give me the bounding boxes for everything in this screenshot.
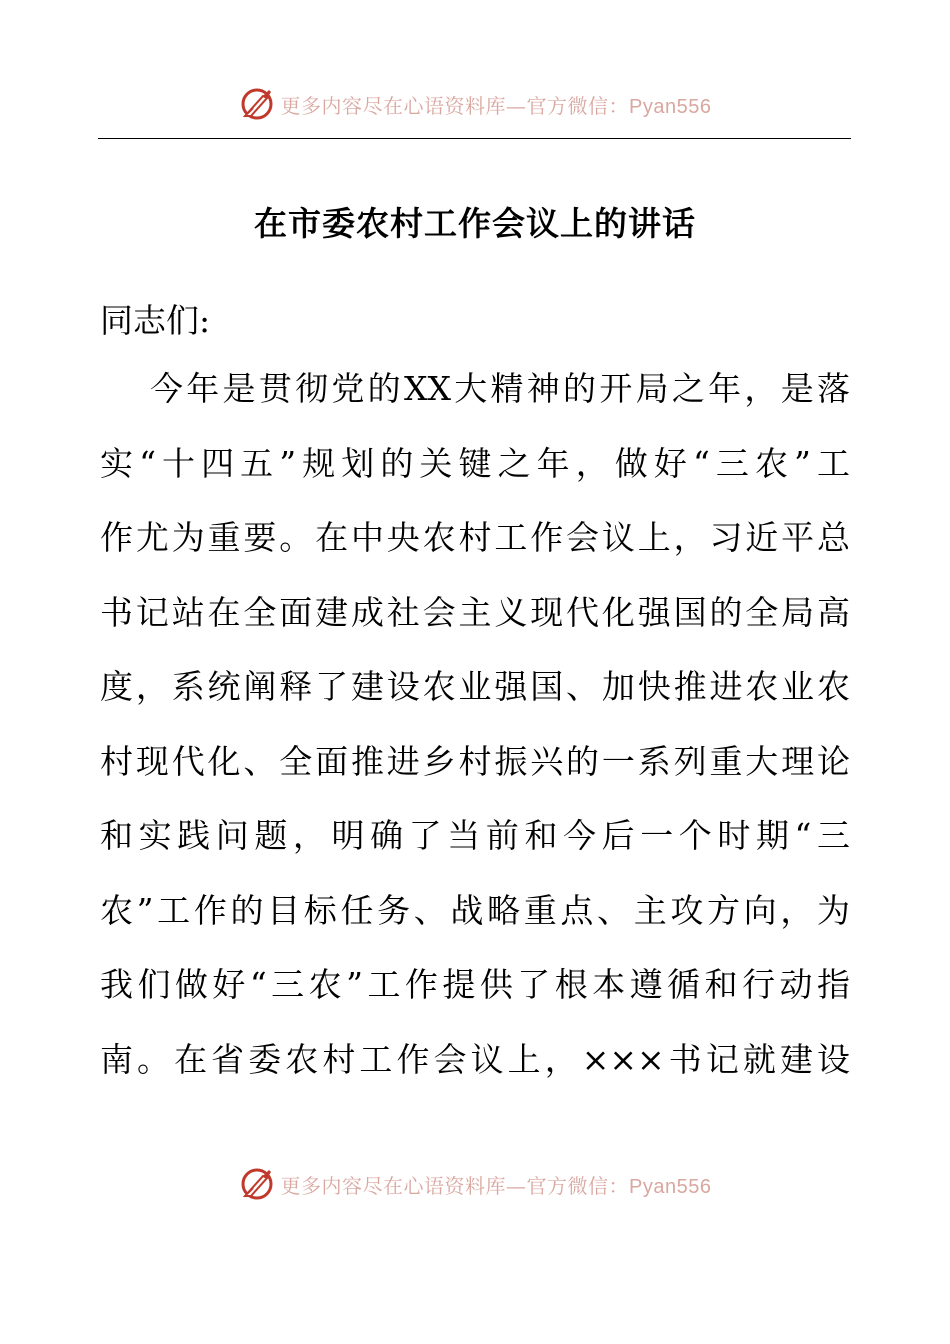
body-line: 书记站在全面建成社会主义现代化强国的全局高 (100, 592, 850, 632)
watermark-text: 更多内容尽在心语资料库—官方微信： (280, 1173, 630, 1198)
body-line: 今年是贯彻党的XX大精神的开局之年，是落 (150, 369, 850, 408)
watermark-text: 更多内容尽在心语资料库—官方微信： (280, 93, 630, 118)
watermark-id: Pyan556 (629, 1175, 712, 1198)
body-line: 我们做好“三农”工作提供了根本遵循和行动指 (100, 965, 850, 1004)
document-title: 在市委农村工作会议上的讲话 (254, 204, 696, 243)
body-line: 和实践问题，明确了当前和今后一个时期“三 (100, 816, 850, 855)
body-text (100, 364, 850, 1109)
quill-pen-logo-icon (239, 1166, 275, 1202)
body-line: 作尤为重要。在中央农村工作会议上，习近平总 (100, 518, 850, 557)
body-line: 村现代化、全面推进乡村振兴的一系列重大理论 (100, 741, 850, 781)
header-divider (98, 138, 851, 139)
footer-watermark (0, 1162, 950, 1206)
body-line: 农”工作的目标任务、战略重点、主攻方向，为 (100, 890, 850, 930)
body-line: 度，系统阐释了建设农业强国、加快推进农业农 (100, 667, 850, 706)
salutation: 同志们: (100, 301, 211, 340)
watermark-id: Pyan556 (629, 95, 712, 118)
header-watermark (0, 82, 950, 126)
body-line: 实“十四五”规划的关键之年，做好“三农”工 (100, 443, 850, 483)
body-line: 南。在省委农村工作会议上，×××书记就建设 (100, 1039, 850, 1079)
quill-pen-logo-icon (239, 86, 275, 122)
